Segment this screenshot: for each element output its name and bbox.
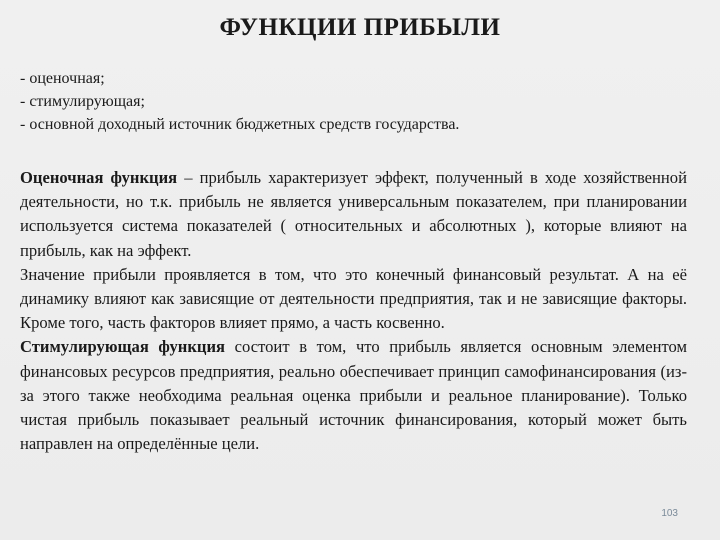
slide-title: ФУНКЦИИ ПРИБЫЛИ xyxy=(219,14,501,41)
estimate-paragraph xyxy=(20,166,687,263)
body-text xyxy=(20,166,687,456)
stimulate-paragraph xyxy=(20,335,687,456)
estimate-text: – прибыль характеризует эффект, полученный в ходе хозяйственной деятельности, но т.к. прибыль не является универсальным показателем, при планировании используется система показателей ( относительных и абсолютных ), которые влияют на прибыль, как на эффект. xyxy=(20,168,687,260)
estimate-term: Оценочная функция xyxy=(20,168,178,187)
list-item: - оценочная; xyxy=(20,70,105,87)
list-item: - основной доходный источник бюджетных средств государства. xyxy=(20,116,460,133)
functions-list xyxy=(20,67,700,136)
stimulate-term: Стимулирующая функция xyxy=(20,337,226,357)
page-number: 103 xyxy=(661,508,678,519)
list-item: - стимулирующая; xyxy=(20,93,145,110)
value-paragraph: Значение прибыли проявляется в том, что это конечный финансовый результат. А на её динамику влияют как зависящие от деятельности предприятия, так и не зависящие факторы. Кроме того, часть факторов влияет прямо, а часть косвенно. xyxy=(20,264,687,333)
stimulate-text: состоит в том, что прибыль является основным элементом финансовых ресурсов предприятия, реально обеспечивает принцип самофинансирования (из-за этого также необходима реальная оценка прибыли и реальное планирование). Только чистая прибыль показывает реальный источник финансирования, который может быть направлен на определённые цели. xyxy=(20,337,687,454)
